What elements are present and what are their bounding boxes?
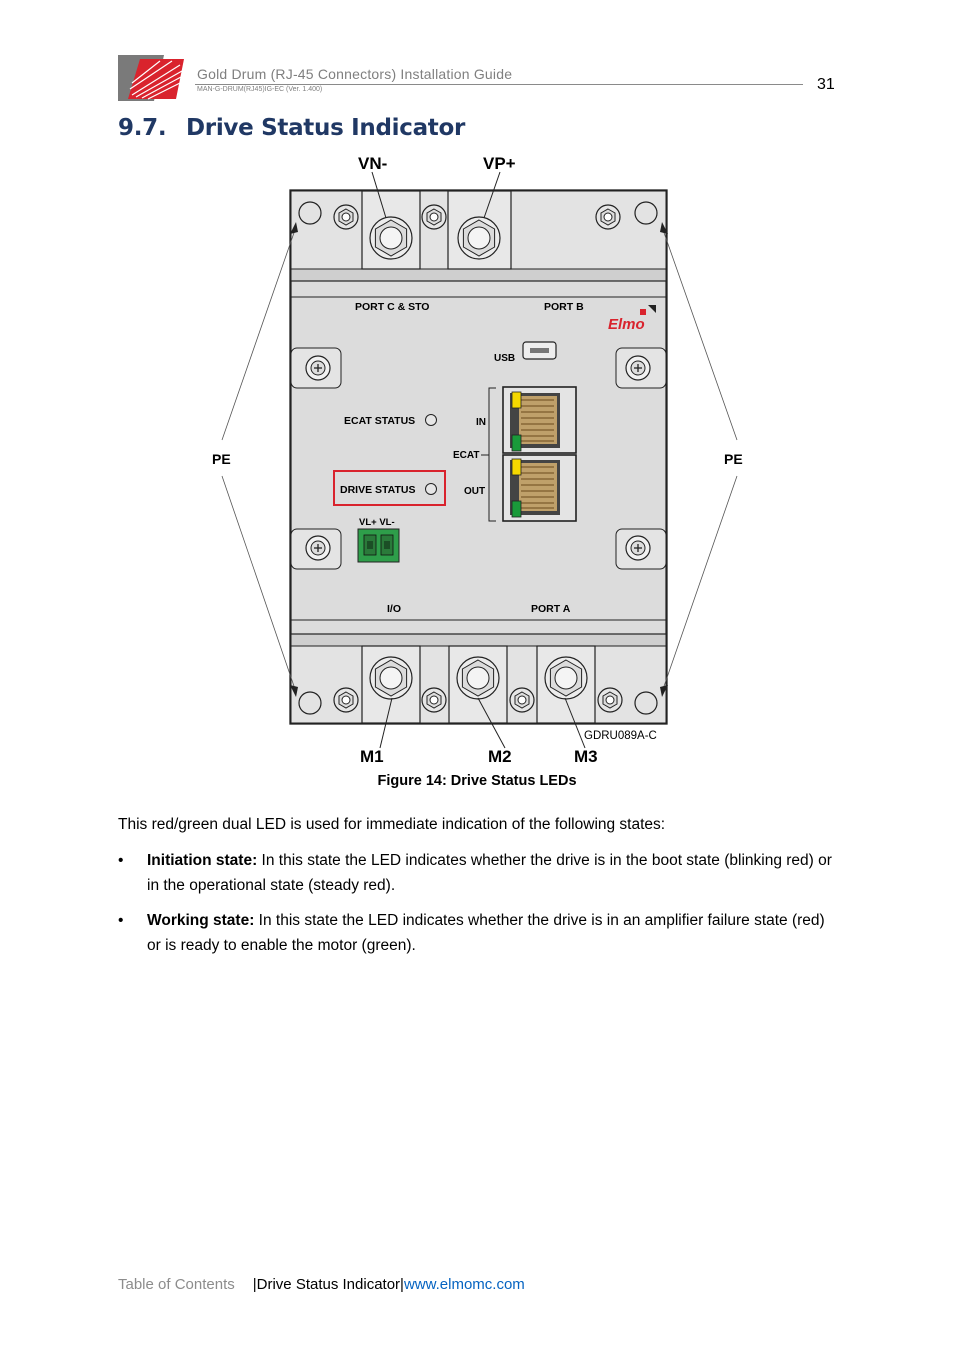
header-subtitle: MAN-G-DRUM(RJ45)IG-EC (Ver. 1.400) (197, 86, 323, 93)
section-title (118, 115, 465, 141)
code-label: GDRU089A-C (584, 730, 657, 742)
brand-label: Elmo (608, 316, 645, 333)
elmo-logo (118, 55, 186, 101)
footer (118, 1276, 525, 1293)
list-item-term: Initiation state: (147, 852, 258, 869)
bullet-icon: • (118, 912, 124, 929)
ecat-status-label: ECAT STATUS (344, 415, 416, 427)
pe-left-label: PE (212, 451, 231, 467)
toc-link[interactable]: Table of Contents (118, 1276, 235, 1293)
figure-caption: Figure 14: Drive Status LEDs (377, 773, 577, 789)
out-label: OUT (464, 486, 486, 497)
port-b-label: PORT B (544, 301, 584, 313)
drive-diagram (200, 150, 754, 770)
header-title: Gold Drum (RJ-45 Connectors) Installation Guide (197, 66, 513, 82)
pe-right-label: PE (724, 451, 743, 467)
m3-label: M3 (574, 747, 598, 766)
vl-label: VL+ VL- (359, 517, 395, 528)
intro-paragraph: This red/green dual LED is used for immediate indication of the following states: (118, 816, 666, 833)
website-link[interactable]: www.elmomc.com (403, 1276, 525, 1293)
drive-status-led (426, 484, 437, 495)
list-item-term: Working state: (147, 912, 255, 929)
header-rule (195, 84, 803, 85)
usb-label: USB (494, 353, 516, 364)
io-label: I/O (387, 603, 402, 615)
drive-status-label: DRIVE STATUS (340, 484, 416, 496)
port-c-label: PORT C & STO (355, 301, 430, 313)
vp-label: VP+ (483, 154, 516, 173)
section-number: 9.7. (118, 115, 167, 141)
footer-breadcrumb: |Drive Status Indicator| (252, 1276, 404, 1293)
list-item (118, 908, 838, 958)
section-heading: Drive Status Indicator (186, 115, 466, 141)
m1-label: M1 (360, 747, 384, 766)
ecat-label: ECAT (453, 450, 480, 461)
port-a-label: PORT A (531, 603, 571, 615)
page-number: 31 (817, 76, 835, 93)
list-item-text: In this state the LED indicates whether the drive is in the boot state (blinking red) or in the operational state (steady red). (147, 852, 832, 894)
ecat-status-led (426, 415, 437, 426)
bullet-icon: • (118, 852, 124, 869)
list-item-text: In this state the LED indicates whether the drive is in an amplifier failure state (red) or is ready to enable the motor (green). (147, 912, 825, 954)
vn-label: VN- (358, 154, 388, 173)
m2-label: M2 (488, 747, 512, 766)
state-list (118, 848, 838, 968)
list-item (118, 848, 838, 898)
in-label: IN (476, 417, 486, 428)
